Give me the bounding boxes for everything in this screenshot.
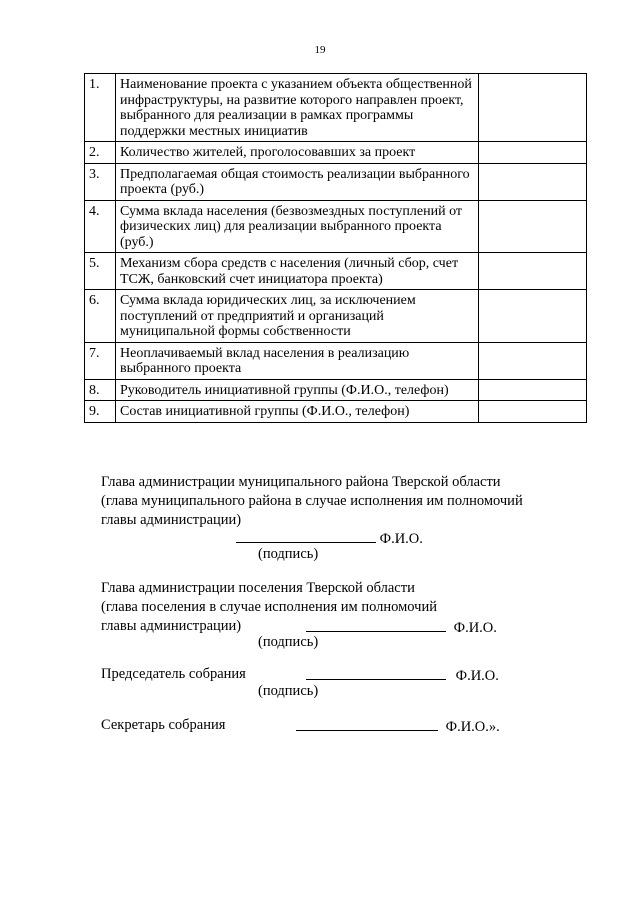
row-value-cell [479, 142, 587, 164]
page-number: 19 [314, 44, 326, 56]
row-value-cell [479, 379, 587, 401]
table-row [85, 142, 587, 164]
row-value-cell [479, 342, 587, 379]
row-number: 2. [85, 142, 116, 164]
row-value-cell [479, 200, 587, 253]
signature-line [296, 716, 438, 731]
table-row [85, 253, 587, 290]
signature-line [236, 528, 376, 543]
row-number: 1. [85, 74, 116, 142]
district-head-fio: Ф.И.О. [379, 531, 423, 547]
row-value-cell [479, 401, 587, 423]
settlement-head-line1: Глава администрации поселения Тверской области [101, 580, 415, 596]
row-number: 9. [85, 401, 116, 423]
row-description: Руководитель инициативной группы (Ф.И.О., телефон) [116, 379, 479, 401]
chairman-label: Председатель собрания [101, 666, 246, 682]
table-row [85, 379, 587, 401]
settlement-head-line2: (глава поселения в случае исполнения им полномочий [101, 599, 437, 615]
secretary-signature-row [296, 716, 500, 737]
table-row [85, 342, 587, 379]
settlement-head-fio: Ф.И.О. [453, 620, 497, 636]
district-head-block [101, 473, 523, 530]
row-number: 4. [85, 200, 116, 253]
row-description: Неоплачиваемый вклад населения в реализацию выбранного проекта [116, 342, 479, 379]
chairman-signature-caption: (подпись) [258, 683, 319, 699]
row-number: 5. [85, 253, 116, 290]
table-row [85, 290, 587, 343]
table-row [85, 200, 587, 253]
settlement-head-line3: главы администрации) [101, 618, 242, 634]
row-value-cell [479, 163, 587, 200]
table-row [85, 163, 587, 200]
row-number: 8. [85, 379, 116, 401]
district-head-line1: Глава администрации муниципального района Тверской области [101, 474, 501, 490]
settlement-head-signature-row [306, 617, 497, 638]
row-description: Наименование проекта с указанием объекта общественной инфраструктуры, на развитие которого направлен проект, выбранного для реализации в рамках программы поддержки местных инициатив [116, 74, 479, 142]
row-description: Механизм сбора средств с населения (личный сбор, счет ТСЖ, банковский счет инициатора проекта) [116, 253, 479, 290]
row-value-cell [479, 253, 587, 290]
district-head-line3: главы администрации) [101, 512, 242, 528]
chairman-fio: Ф.И.О. [455, 668, 499, 684]
chairman-signature-row [306, 665, 499, 686]
row-value-cell [479, 290, 587, 343]
table-row [85, 74, 587, 142]
signature-line [306, 665, 446, 680]
signature-line [306, 617, 446, 632]
secretary-label: Секретарь собрания [101, 717, 226, 733]
row-description: Сумма вклада юридических лиц, за исключением поступлений от предприятий и организаций муниципальной формы собственности [116, 290, 479, 343]
row-value-cell [479, 74, 587, 142]
project-info-table [84, 73, 587, 423]
district-head-signature-caption: (подпись) [258, 546, 319, 562]
secretary-fio: Ф.И.О.». [445, 719, 500, 735]
row-description: Состав инициативной группы (Ф.И.О., телефон) [116, 401, 479, 423]
row-number: 7. [85, 342, 116, 379]
row-description: Сумма вклада населения (безвозмездных поступлений от физических лиц) для реализации выбранного проекта (руб.) [116, 200, 479, 253]
row-description: Предполагаемая общая стоимость реализации выбранного проекта (руб.) [116, 163, 479, 200]
table-row [85, 401, 587, 423]
district-head-line2: (глава муниципального района в случае исполнения им полномочий [101, 493, 523, 509]
row-number: 3. [85, 163, 116, 200]
row-description: Количество жителей, проголосовавших за проект [116, 142, 479, 164]
row-number: 6. [85, 290, 116, 343]
settlement-head-signature-caption: (подпись) [258, 634, 319, 650]
